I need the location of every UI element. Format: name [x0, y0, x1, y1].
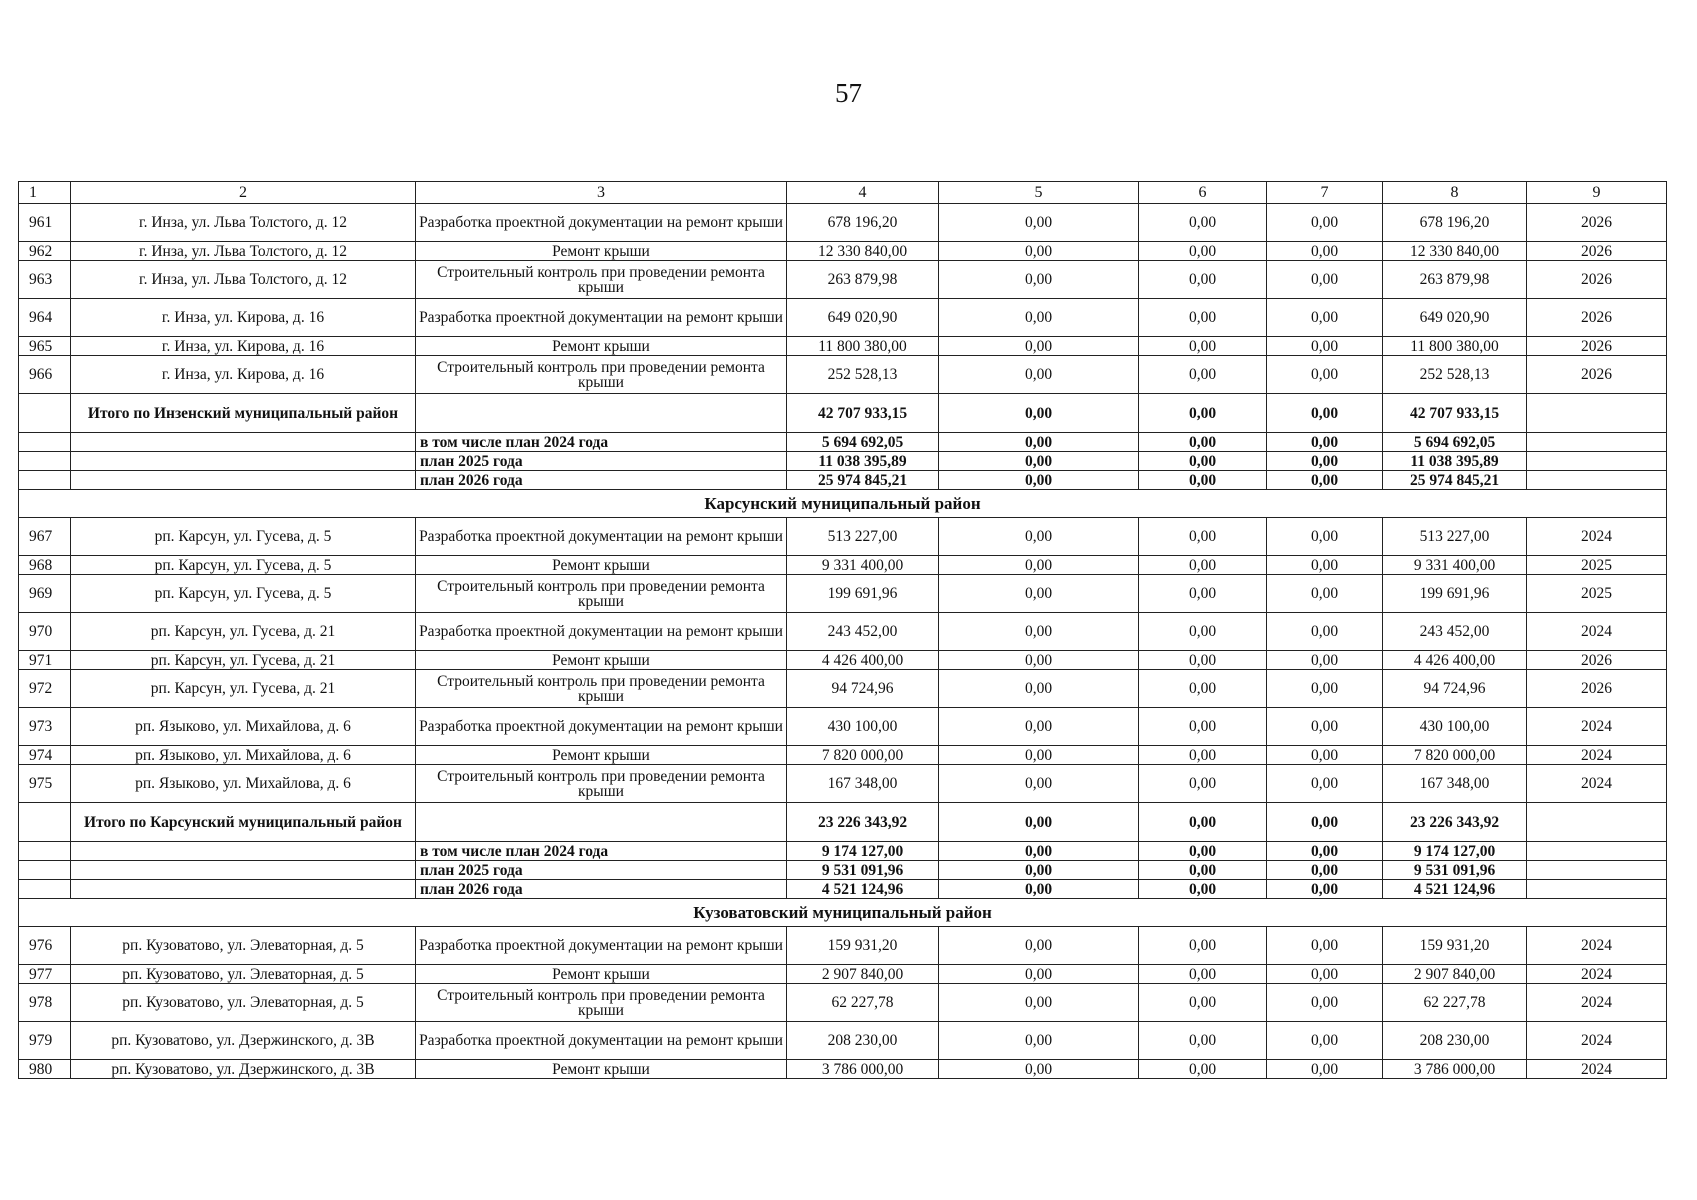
year-cell: 2026 — [1527, 670, 1667, 708]
local-budget-cell: 0,00 — [1267, 556, 1383, 575]
address-cell: рп. Кузоватово, ул. Элеваторная, д. 5 — [71, 984, 416, 1022]
total-cost-cell: 430 100,00 — [787, 708, 939, 746]
table-row — [19, 708, 1667, 746]
year-cell — [1527, 842, 1667, 861]
total-cost-cell: 62 227,78 — [787, 984, 939, 1022]
plan-year-row — [19, 471, 1667, 490]
row-number — [19, 880, 71, 899]
owners-funds-cell: 9 531 091,96 — [1383, 861, 1527, 880]
owners-funds-cell: 11 038 395,89 — [1383, 452, 1527, 471]
total-cost-cell: 94 724,96 — [787, 670, 939, 708]
table-row — [19, 299, 1667, 337]
roof-repair-table — [18, 181, 1667, 1079]
owners-funds-cell: 9 174 127,00 — [1383, 842, 1527, 861]
budget-cell: 0,00 — [1139, 613, 1267, 651]
plan-label: в том числе план 2024 года — [416, 842, 787, 861]
year-cell: 2024 — [1527, 1022, 1667, 1060]
year-cell: 2026 — [1527, 651, 1667, 670]
total-cost-cell: 2 907 840,00 — [787, 965, 939, 984]
owners-funds-cell: 2 907 840,00 — [1383, 965, 1527, 984]
total-cost-cell: 243 452,00 — [787, 613, 939, 651]
column-header: 1 — [19, 182, 71, 204]
budget-cell: 0,00 — [1139, 670, 1267, 708]
work-type-cell: Ремонт крыши — [416, 242, 787, 261]
owners-funds-cell: 94 724,96 — [1383, 670, 1527, 708]
plan-year-row — [19, 433, 1667, 452]
budget-cell: 0,00 — [1139, 452, 1267, 471]
local-budget-cell: 0,00 — [1267, 842, 1383, 861]
local-budget-cell: 0,00 — [1267, 299, 1383, 337]
local-budget-cell: 0,00 — [1267, 651, 1383, 670]
row-number: 977 — [19, 965, 71, 984]
local-budget-cell: 0,00 — [1267, 242, 1383, 261]
fund-cell: 0,00 — [939, 965, 1139, 984]
owners-funds-cell: 3 786 000,00 — [1383, 1060, 1527, 1079]
table-row — [19, 927, 1667, 965]
owners-funds-cell: 7 820 000,00 — [1383, 746, 1527, 765]
local-budget-cell: 0,00 — [1267, 670, 1383, 708]
row-number: 972 — [19, 670, 71, 708]
address-cell: рп. Кузоватово, ул. Дзержинского, д. 3В — [71, 1060, 416, 1079]
column-header: 2 — [71, 182, 416, 204]
fund-cell: 0,00 — [939, 204, 1139, 242]
work-type-cell: Строительный контроль при проведении ремонта крыши — [416, 356, 787, 394]
local-budget-cell: 0,00 — [1267, 356, 1383, 394]
budget-cell: 0,00 — [1139, 261, 1267, 299]
budget-cell: 0,00 — [1139, 651, 1267, 670]
column-header: 3 — [416, 182, 787, 204]
local-budget-cell: 0,00 — [1267, 984, 1383, 1022]
address-cell: рп. Карсун, ул. Гусева, д. 5 — [71, 575, 416, 613]
plan-label: план 2026 года — [416, 471, 787, 490]
year-cell: 2024 — [1527, 927, 1667, 965]
local-budget-cell: 0,00 — [1267, 204, 1383, 242]
total-cost-cell: 42 707 933,15 — [787, 394, 939, 433]
fund-cell: 0,00 — [939, 670, 1139, 708]
row-number: 980 — [19, 1060, 71, 1079]
total-label: Итого по Инзенский муниципальный район — [71, 394, 416, 433]
budget-cell: 0,00 — [1139, 337, 1267, 356]
address-cell — [71, 842, 416, 861]
owners-funds-cell: 252 528,13 — [1383, 356, 1527, 394]
plan-year-row — [19, 880, 1667, 899]
total-cost-cell: 3 786 000,00 — [787, 1060, 939, 1079]
total-cost-cell: 649 020,90 — [787, 299, 939, 337]
local-budget-cell: 0,00 — [1267, 965, 1383, 984]
budget-cell: 0,00 — [1139, 965, 1267, 984]
total-cost-cell: 167 348,00 — [787, 765, 939, 803]
year-cell: 2026 — [1527, 242, 1667, 261]
total-cost-cell: 12 330 840,00 — [787, 242, 939, 261]
year-cell: 2024 — [1527, 1060, 1667, 1079]
row-number: 970 — [19, 613, 71, 651]
row-number: 979 — [19, 1022, 71, 1060]
plan-label: план 2026 года — [416, 880, 787, 899]
owners-funds-cell: 513 227,00 — [1383, 518, 1527, 556]
fund-cell: 0,00 — [939, 1022, 1139, 1060]
fund-cell: 0,00 — [939, 1060, 1139, 1079]
row-number: 969 — [19, 575, 71, 613]
address-cell: г. Инза, ул. Льва Толстого, д. 12 — [71, 261, 416, 299]
fund-cell: 0,00 — [939, 984, 1139, 1022]
table-row — [19, 765, 1667, 803]
address-cell: рп. Карсун, ул. Гусева, д. 5 — [71, 518, 416, 556]
owners-funds-cell: 649 020,90 — [1383, 299, 1527, 337]
plan-label: план 2025 года — [416, 861, 787, 880]
district-total-row — [19, 803, 1667, 842]
owners-funds-cell: 430 100,00 — [1383, 708, 1527, 746]
work-type-cell: Ремонт крыши — [416, 746, 787, 765]
fund-cell: 0,00 — [939, 394, 1139, 433]
fund-cell: 0,00 — [939, 433, 1139, 452]
row-number: 962 — [19, 242, 71, 261]
year-cell — [1527, 880, 1667, 899]
address-cell: рп. Кузоватово, ул. Элеваторная, д. 5 — [71, 965, 416, 984]
year-cell: 2024 — [1527, 708, 1667, 746]
fund-cell: 0,00 — [939, 471, 1139, 490]
budget-cell: 0,00 — [1139, 242, 1267, 261]
row-number: 976 — [19, 927, 71, 965]
work-type-cell: Разработка проектной документации на ремонт крыши — [416, 613, 787, 651]
year-cell: 2025 — [1527, 556, 1667, 575]
total-cost-cell: 252 528,13 — [787, 356, 939, 394]
address-cell: рп. Карсун, ул. Гусева, д. 21 — [71, 613, 416, 651]
total-cost-cell: 11 800 380,00 — [787, 337, 939, 356]
total-cost-cell: 208 230,00 — [787, 1022, 939, 1060]
district-total-row — [19, 394, 1667, 433]
local-budget-cell: 0,00 — [1267, 261, 1383, 299]
owners-funds-cell: 167 348,00 — [1383, 765, 1527, 803]
fund-cell: 0,00 — [939, 518, 1139, 556]
local-budget-cell: 0,00 — [1267, 861, 1383, 880]
total-cost-cell: 11 038 395,89 — [787, 452, 939, 471]
work-type-cell: Ремонт крыши — [416, 965, 787, 984]
row-number: 966 — [19, 356, 71, 394]
address-cell: рп. Кузоватово, ул. Дзержинского, д. 3В — [71, 1022, 416, 1060]
budget-cell: 0,00 — [1139, 746, 1267, 765]
fund-cell: 0,00 — [939, 337, 1139, 356]
table-row — [19, 1022, 1667, 1060]
table-row — [19, 337, 1667, 356]
work-type-cell: Строительный контроль при проведении ремонта крыши — [416, 984, 787, 1022]
table-row — [19, 242, 1667, 261]
row-number — [19, 842, 71, 861]
fund-cell: 0,00 — [939, 880, 1139, 899]
work-type-cell: Разработка проектной документации на ремонт крыши — [416, 927, 787, 965]
owners-funds-cell: 159 931,20 — [1383, 927, 1527, 965]
address-cell — [71, 861, 416, 880]
row-number: 964 — [19, 299, 71, 337]
owners-funds-cell: 243 452,00 — [1383, 613, 1527, 651]
owners-funds-cell: 5 694 692,05 — [1383, 433, 1527, 452]
local-budget-cell: 0,00 — [1267, 708, 1383, 746]
table-row — [19, 1060, 1667, 1079]
work-type-cell: Ремонт крыши — [416, 1060, 787, 1079]
year-cell: 2024 — [1527, 765, 1667, 803]
address-cell: г. Инза, ул. Кирова, д. 16 — [71, 356, 416, 394]
table-row — [19, 356, 1667, 394]
row-number — [19, 803, 71, 842]
local-budget-cell: 0,00 — [1267, 518, 1383, 556]
district-title: Кузоватовский муниципальный район — [19, 899, 1667, 927]
plan-label: план 2025 года — [416, 452, 787, 471]
row-number: 963 — [19, 261, 71, 299]
budget-cell: 0,00 — [1139, 356, 1267, 394]
address-cell — [71, 471, 416, 490]
budget-cell: 0,00 — [1139, 880, 1267, 899]
fund-cell: 0,00 — [939, 575, 1139, 613]
budget-cell: 0,00 — [1139, 984, 1267, 1022]
row-number — [19, 452, 71, 471]
budget-cell: 0,00 — [1139, 1060, 1267, 1079]
plan-year-row — [19, 452, 1667, 471]
column-header: 7 — [1267, 182, 1383, 204]
column-header: 9 — [1527, 182, 1667, 204]
owners-funds-cell: 263 879,98 — [1383, 261, 1527, 299]
year-cell — [1527, 471, 1667, 490]
total-cost-cell: 9 531 091,96 — [787, 861, 939, 880]
year-cell: 2024 — [1527, 965, 1667, 984]
budget-cell: 0,00 — [1139, 556, 1267, 575]
local-budget-cell: 0,00 — [1267, 613, 1383, 651]
address-cell: г. Инза, ул. Кирова, д. 16 — [71, 299, 416, 337]
address-cell: рп. Языково, ул. Михайлова, д. 6 — [71, 765, 416, 803]
budget-cell: 0,00 — [1139, 803, 1267, 842]
work-type-cell: Разработка проектной документации на ремонт крыши — [416, 1022, 787, 1060]
fund-cell: 0,00 — [939, 356, 1139, 394]
total-cost-cell: 9 331 400,00 — [787, 556, 939, 575]
year-cell: 2026 — [1527, 356, 1667, 394]
row-number: 975 — [19, 765, 71, 803]
row-number: 965 — [19, 337, 71, 356]
row-number: 961 — [19, 204, 71, 242]
table-row — [19, 613, 1667, 651]
total-cost-cell: 678 196,20 — [787, 204, 939, 242]
table-row — [19, 575, 1667, 613]
fund-cell: 0,00 — [939, 861, 1139, 880]
budget-cell: 0,00 — [1139, 394, 1267, 433]
row-number: 967 — [19, 518, 71, 556]
total-cost-cell: 4 426 400,00 — [787, 651, 939, 670]
total-cost-cell: 4 521 124,96 — [787, 880, 939, 899]
year-cell — [1527, 452, 1667, 471]
work-type-cell: Ремонт крыши — [416, 651, 787, 670]
plan-label: в том числе план 2024 года — [416, 433, 787, 452]
table-row — [19, 670, 1667, 708]
local-budget-cell: 0,00 — [1267, 803, 1383, 842]
owners-funds-cell: 199 691,96 — [1383, 575, 1527, 613]
row-number: 978 — [19, 984, 71, 1022]
total-cost-cell: 263 879,98 — [787, 261, 939, 299]
total-cost-cell: 5 694 692,05 — [787, 433, 939, 452]
address-cell: рп. Кузоватово, ул. Элеваторная, д. 5 — [71, 927, 416, 965]
plan-year-row — [19, 861, 1667, 880]
table-row — [19, 746, 1667, 765]
fund-cell: 0,00 — [939, 842, 1139, 861]
row-number: 974 — [19, 746, 71, 765]
total-cost-cell: 513 227,00 — [787, 518, 939, 556]
table-row — [19, 204, 1667, 242]
address-cell — [71, 880, 416, 899]
local-budget-cell: 0,00 — [1267, 433, 1383, 452]
owners-funds-cell: 25 974 845,21 — [1383, 471, 1527, 490]
owners-funds-cell: 4 426 400,00 — [1383, 651, 1527, 670]
row-number — [19, 433, 71, 452]
district-section-header — [19, 490, 1667, 518]
column-number-row — [19, 182, 1667, 204]
year-cell: 2024 — [1527, 518, 1667, 556]
total-label: Итого по Карсунский муниципальный район — [71, 803, 416, 842]
local-budget-cell: 0,00 — [1267, 337, 1383, 356]
address-cell: г. Инза, ул. Льва Толстого, д. 12 — [71, 204, 416, 242]
owners-funds-cell: 12 330 840,00 — [1383, 242, 1527, 261]
budget-cell: 0,00 — [1139, 433, 1267, 452]
total-cost-cell: 159 931,20 — [787, 927, 939, 965]
fund-cell: 0,00 — [939, 803, 1139, 842]
year-cell: 2026 — [1527, 337, 1667, 356]
table-row — [19, 556, 1667, 575]
address-cell: рп. Языково, ул. Михайлова, д. 6 — [71, 746, 416, 765]
row-number — [19, 394, 71, 433]
work-type-cell: Ремонт крыши — [416, 337, 787, 356]
budget-cell: 0,00 — [1139, 861, 1267, 880]
row-number: 968 — [19, 556, 71, 575]
year-cell — [1527, 394, 1667, 433]
owners-funds-cell: 678 196,20 — [1383, 204, 1527, 242]
table-row — [19, 518, 1667, 556]
year-cell — [1527, 433, 1667, 452]
fund-cell: 0,00 — [939, 613, 1139, 651]
work-type-cell: Строительный контроль при проведении ремонта крыши — [416, 575, 787, 613]
year-cell — [1527, 861, 1667, 880]
local-budget-cell: 0,00 — [1267, 765, 1383, 803]
owners-funds-cell: 208 230,00 — [1383, 1022, 1527, 1060]
work-type-cell: Разработка проектной документации на ремонт крыши — [416, 708, 787, 746]
owners-funds-cell: 4 521 124,96 — [1383, 880, 1527, 899]
row-number — [19, 471, 71, 490]
row-number — [19, 861, 71, 880]
local-budget-cell: 0,00 — [1267, 575, 1383, 613]
budget-cell: 0,00 — [1139, 471, 1267, 490]
column-header: 6 — [1139, 182, 1267, 204]
column-header: 8 — [1383, 182, 1527, 204]
budget-cell: 0,00 — [1139, 708, 1267, 746]
year-cell: 2026 — [1527, 204, 1667, 242]
work-type-cell — [416, 394, 787, 433]
owners-funds-cell: 23 226 343,92 — [1383, 803, 1527, 842]
fund-cell: 0,00 — [939, 708, 1139, 746]
local-budget-cell: 0,00 — [1267, 1060, 1383, 1079]
fund-cell: 0,00 — [939, 927, 1139, 965]
work-type-cell — [416, 803, 787, 842]
budget-cell: 0,00 — [1139, 518, 1267, 556]
address-cell: г. Инза, ул. Льва Толстого, д. 12 — [71, 242, 416, 261]
address-cell: г. Инза, ул. Кирова, д. 16 — [71, 337, 416, 356]
table-row — [19, 984, 1667, 1022]
row-number: 973 — [19, 708, 71, 746]
budget-cell: 0,00 — [1139, 575, 1267, 613]
table-row — [19, 261, 1667, 299]
year-cell — [1527, 803, 1667, 842]
fund-cell: 0,00 — [939, 261, 1139, 299]
row-number: 971 — [19, 651, 71, 670]
local-budget-cell: 0,00 — [1267, 746, 1383, 765]
local-budget-cell: 0,00 — [1267, 1022, 1383, 1060]
year-cell: 2025 — [1527, 575, 1667, 613]
work-type-cell: Строительный контроль при проведении ремонта крыши — [416, 765, 787, 803]
work-type-cell: Строительный контроль при проведении ремонта крыши — [416, 261, 787, 299]
fund-cell: 0,00 — [939, 242, 1139, 261]
local-budget-cell: 0,00 — [1267, 880, 1383, 899]
column-header: 4 — [787, 182, 939, 204]
address-cell — [71, 452, 416, 471]
table-row — [19, 965, 1667, 984]
fund-cell: 0,00 — [939, 746, 1139, 765]
owners-funds-cell: 42 707 933,15 — [1383, 394, 1527, 433]
fund-cell: 0,00 — [939, 765, 1139, 803]
total-cost-cell: 23 226 343,92 — [787, 803, 939, 842]
fund-cell: 0,00 — [939, 299, 1139, 337]
year-cell: 2024 — [1527, 613, 1667, 651]
work-type-cell: Ремонт крыши — [416, 556, 787, 575]
page-number: 57 — [835, 78, 862, 108]
local-budget-cell: 0,00 — [1267, 927, 1383, 965]
owners-funds-cell: 62 227,78 — [1383, 984, 1527, 1022]
owners-funds-cell: 11 800 380,00 — [1383, 337, 1527, 356]
budget-cell: 0,00 — [1139, 204, 1267, 242]
budget-cell: 0,00 — [1139, 927, 1267, 965]
total-cost-cell: 7 820 000,00 — [787, 746, 939, 765]
total-cost-cell: 25 974 845,21 — [787, 471, 939, 490]
local-budget-cell: 0,00 — [1267, 452, 1383, 471]
year-cell: 2026 — [1527, 299, 1667, 337]
address-cell: рп. Языково, ул. Михайлова, д. 6 — [71, 708, 416, 746]
local-budget-cell: 0,00 — [1267, 471, 1383, 490]
plan-year-row — [19, 842, 1667, 861]
total-cost-cell: 9 174 127,00 — [787, 842, 939, 861]
year-cell: 2024 — [1527, 984, 1667, 1022]
address-cell: рп. Карсун, ул. Гусева, д. 21 — [71, 670, 416, 708]
budget-cell: 0,00 — [1139, 1022, 1267, 1060]
budget-cell: 0,00 — [1139, 765, 1267, 803]
district-section-header — [19, 899, 1667, 927]
address-cell — [71, 433, 416, 452]
year-cell: 2024 — [1527, 746, 1667, 765]
address-cell: рп. Карсун, ул. Гусева, д. 5 — [71, 556, 416, 575]
district-title: Карсунский муниципальный район — [19, 490, 1667, 518]
year-cell: 2026 — [1527, 261, 1667, 299]
work-type-cell: Разработка проектной документации на ремонт крыши — [416, 518, 787, 556]
owners-funds-cell: 9 331 400,00 — [1383, 556, 1527, 575]
address-cell: рп. Карсун, ул. Гусева, д. 21 — [71, 651, 416, 670]
work-type-cell: Строительный контроль при проведении ремонта крыши — [416, 670, 787, 708]
work-type-cell: Разработка проектной документации на ремонт крыши — [416, 299, 787, 337]
work-type-cell: Разработка проектной документации на ремонт крыши — [416, 204, 787, 242]
budget-cell: 0,00 — [1139, 842, 1267, 861]
fund-cell: 0,00 — [939, 452, 1139, 471]
column-header: 5 — [939, 182, 1139, 204]
table-row — [19, 651, 1667, 670]
budget-cell: 0,00 — [1139, 299, 1267, 337]
fund-cell: 0,00 — [939, 556, 1139, 575]
fund-cell: 0,00 — [939, 651, 1139, 670]
total-cost-cell: 199 691,96 — [787, 575, 939, 613]
local-budget-cell: 0,00 — [1267, 394, 1383, 433]
